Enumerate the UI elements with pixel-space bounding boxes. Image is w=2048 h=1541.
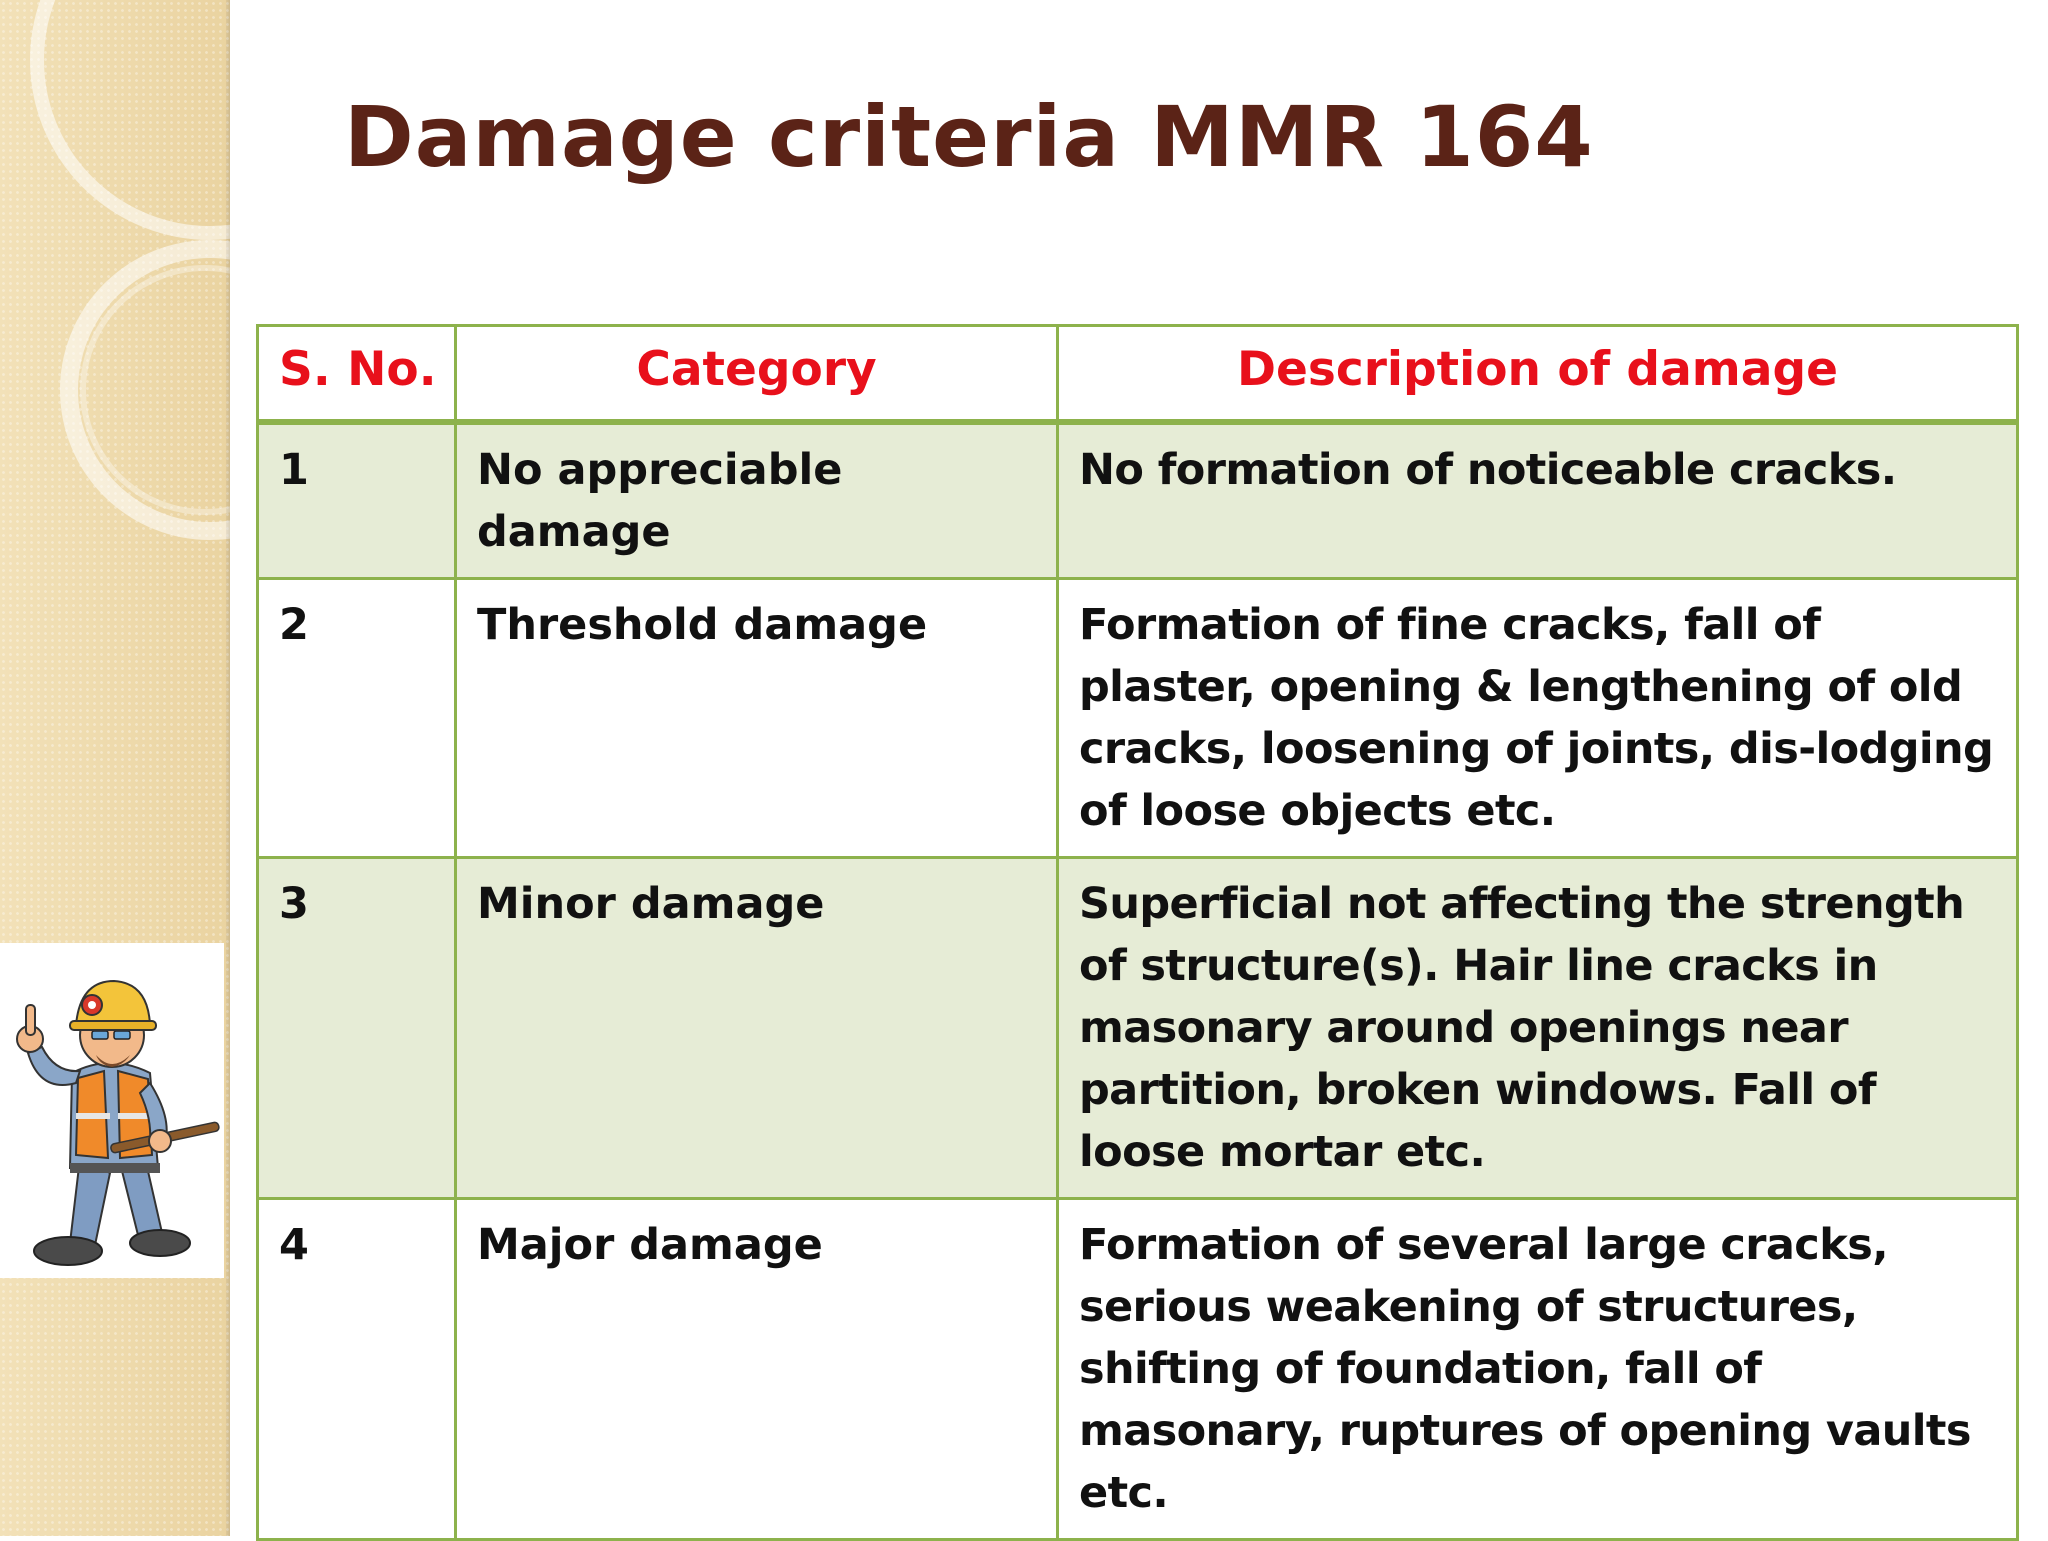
- row-category: Major damage: [456, 1199, 1058, 1540]
- damage-criteria-table: [256, 324, 2019, 1541]
- table-header-row: [258, 326, 2018, 423]
- table-row: [258, 858, 2018, 1199]
- row-category: No appreciable damage: [456, 422, 1058, 579]
- header-category: Category: [456, 326, 1058, 423]
- header-sno: S. No.: [258, 326, 456, 423]
- row-sno: 2: [258, 579, 456, 858]
- decorative-ring: [30, 0, 390, 240]
- row-sno: 4: [258, 1199, 456, 1540]
- slide-title: Damage criteria MMR 164: [344, 88, 1594, 186]
- row-category: Minor damage: [456, 858, 1058, 1199]
- table-row: [258, 422, 2018, 579]
- row-sno: 1: [258, 422, 456, 579]
- row-description: Formation of fine cracks, fall of plaster, opening & lengthening of old cracks, loosening of joints, dis-lodging of loose objects etc.: [1058, 579, 2018, 858]
- row-category: Threshold damage: [456, 579, 1058, 858]
- header-description: Description of damage: [1058, 326, 2018, 423]
- decorative-side-strip: [0, 0, 230, 1536]
- row-sno: 3: [258, 858, 456, 1199]
- miner-worker-clipart-icon: [0, 943, 224, 1278]
- row-description: Superficial not affecting the strength of structure(s). Hair line cracks in masonary around openings near partition, broken windows. Fall of loose mortar etc.: [1058, 858, 2018, 1199]
- row-description: No formation of noticeable cracks.: [1058, 422, 2018, 579]
- table-row: [258, 579, 2018, 858]
- row-description: Formation of several large cracks, serious weakening of structures, shifting of foundation, fall of masonary, ruptures of opening vaults etc.: [1058, 1199, 2018, 1540]
- table-row: [258, 1199, 2018, 1540]
